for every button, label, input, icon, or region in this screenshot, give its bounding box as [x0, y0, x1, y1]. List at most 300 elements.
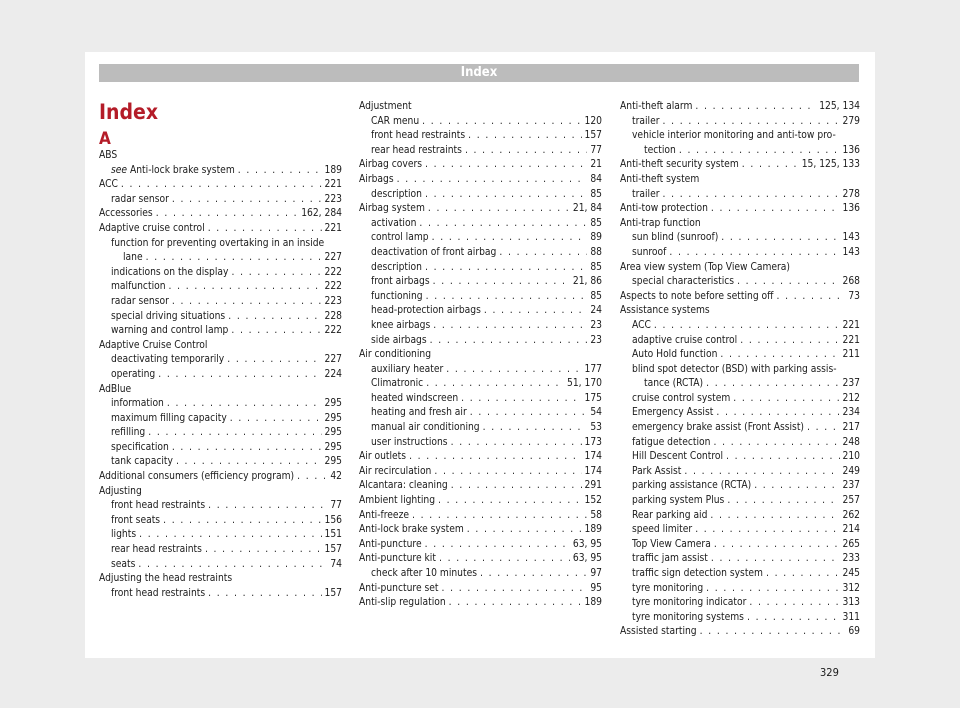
index-subentry [620, 231, 860, 246]
index-entry-term [632, 115, 659, 130]
index-entry-term [632, 494, 724, 509]
index-subentry [99, 587, 342, 602]
index-entry-term [99, 207, 153, 222]
dot-leader [434, 465, 581, 480]
index-entry [359, 582, 602, 597]
index-entry-term [371, 363, 443, 378]
index-subentry [620, 450, 860, 465]
index-entry [99, 149, 342, 164]
dot-leader [662, 188, 839, 203]
term-text: Adjusting the head restraints [99, 573, 233, 585]
index-subentry [99, 455, 342, 470]
term-text: CAR menu [371, 115, 420, 127]
term-text: warning and control lamp [111, 325, 229, 337]
index-entry-term [632, 334, 737, 349]
page-reference: 214 [842, 524, 860, 536]
index-entry-term [111, 368, 155, 383]
dot-leader [465, 144, 587, 159]
term-text: tyre monitoring systems [632, 611, 744, 623]
index-entry-term [620, 100, 692, 115]
index-subentry [99, 353, 342, 368]
dot-leader [138, 558, 327, 573]
index-subentry [620, 596, 860, 611]
index-subentry [620, 334, 860, 349]
index-entry-term [359, 582, 439, 597]
index-entry [359, 509, 602, 524]
page-reference: 157 [584, 130, 602, 142]
index-entry-term [359, 596, 446, 611]
index-entry-term [371, 377, 423, 392]
term-text: knee airbags [371, 319, 431, 331]
term-text: Anti-freeze [359, 509, 410, 521]
page-reference: 224 [324, 368, 342, 380]
page-reference: 143 [842, 246, 860, 258]
index-entry-term [99, 222, 205, 237]
term-text: control lamp [371, 232, 429, 244]
index-entry-term [371, 275, 430, 290]
term-text: Aspects to note before setting off [620, 290, 774, 302]
term-text: parking system Plus [632, 495, 725, 507]
dot-leader [425, 538, 570, 553]
index-entry-term [632, 231, 718, 246]
index-subentry [359, 144, 602, 159]
index-entry-term [632, 421, 804, 436]
dot-leader [297, 470, 327, 485]
page-reference: 152 [584, 495, 602, 507]
term-text: Rear parking aid [632, 509, 708, 521]
term-text: rear head restraints [111, 544, 202, 556]
term-text: special driving situations [111, 310, 226, 322]
dot-leader [706, 582, 839, 597]
page-reference: 278 [842, 188, 860, 200]
term-text: description [371, 261, 422, 273]
index-subentry [620, 319, 860, 334]
page-reference: 120 [584, 115, 602, 127]
page-reference: 291 [584, 480, 602, 492]
index-entry [359, 479, 602, 494]
index-entry-term [111, 280, 166, 295]
term-text: functioning [371, 290, 423, 302]
dot-leader [733, 392, 839, 407]
dot-leader [426, 290, 588, 305]
index-subentry [620, 509, 860, 524]
index-entry [359, 538, 602, 553]
index-entry-term [620, 625, 697, 640]
index-subentry [99, 441, 342, 456]
term-text: Anti-tow protection [620, 203, 708, 215]
index-entry-term [632, 552, 708, 567]
dot-leader [139, 528, 321, 543]
index-subentry [99, 397, 342, 412]
index-subentry [99, 514, 342, 529]
page-reference: 85 [590, 261, 602, 273]
index-entry-term [111, 528, 136, 543]
index-subentry [620, 582, 860, 597]
page-reference: 53 [590, 422, 602, 434]
index-entry-term [359, 523, 464, 538]
index-subentry [359, 129, 602, 144]
dot-leader [749, 596, 839, 611]
index-entry-term [111, 426, 145, 441]
term-text: Climatronic [371, 378, 424, 390]
term-text: Air conditioning [359, 349, 432, 361]
page-reference: 174 [584, 451, 602, 463]
index-entry-term [111, 164, 235, 179]
index-entry [620, 173, 860, 188]
term-text: heating and fresh air [371, 407, 467, 419]
dot-leader [669, 246, 839, 261]
dot-leader [470, 406, 588, 421]
term-text: radar sensor [111, 193, 169, 205]
index-entry-term [632, 129, 836, 144]
index-entry [99, 339, 342, 354]
index-entry-term [371, 188, 422, 203]
index-subentry [620, 421, 860, 436]
page-reference: 173 [584, 436, 602, 448]
dot-leader [412, 509, 587, 524]
page-reference: 97 [590, 568, 602, 579]
index-entry [99, 207, 342, 222]
dot-leader [706, 377, 839, 392]
term-text: front head restraints [111, 587, 206, 599]
term-text: Adjustment [359, 101, 412, 112]
index-entry-term [632, 275, 734, 290]
index-entry-term [620, 158, 739, 173]
term-text: Adaptive cruise control [99, 222, 205, 234]
dot-leader [695, 100, 816, 115]
index-subentry [620, 348, 860, 363]
index-entry-term [371, 319, 430, 334]
term-text: Park Assist [632, 465, 682, 477]
index-subentry [620, 392, 860, 407]
page-reference: 249 [842, 465, 860, 477]
index-entry-term [632, 188, 659, 203]
index-entry-term [632, 319, 651, 334]
dot-leader [208, 499, 327, 514]
page-reference: 312 [842, 582, 860, 594]
page-reference: 23 [590, 334, 602, 346]
index-entry-term [371, 567, 477, 582]
term-text: lane [123, 252, 143, 264]
page-reference: 85 [590, 217, 602, 229]
term-text: front seats [111, 514, 161, 526]
term-text: maximum filling capacity [111, 412, 227, 424]
page-reference: 257 [842, 495, 860, 507]
term-text: fatigue detection [632, 436, 711, 448]
index-entry [620, 261, 860, 276]
page-reference: 233 [842, 553, 860, 565]
index-subentry [99, 266, 342, 281]
page-reference: 136 [842, 203, 860, 215]
dot-leader [430, 334, 588, 349]
term-text: Area view system (Top View Camera) [620, 261, 790, 273]
dot-leader [167, 397, 322, 412]
term-text: Anti-puncture kit [359, 553, 436, 565]
dot-leader [169, 280, 322, 295]
dot-leader [439, 552, 570, 567]
index-entry-term [644, 144, 676, 159]
term-text: cruise control system [632, 392, 731, 404]
page-reference: 73 [848, 290, 860, 302]
index-entry [359, 494, 602, 509]
index-entry-term [632, 348, 717, 363]
index-column-3 [620, 100, 860, 640]
dot-leader [397, 173, 588, 188]
index-entry [620, 290, 860, 305]
term-text: vehicle interior monitoring and anti-tow pro- [632, 130, 836, 142]
index-subentry [620, 246, 860, 261]
index-subentry [99, 237, 342, 252]
term-text: Additional consumers (efficiency program) [99, 471, 295, 483]
index-entry-term [644, 377, 703, 392]
page-number: 329 [820, 666, 839, 679]
index-entry-term [123, 251, 143, 266]
index-entry-term [632, 538, 711, 553]
term-text: user instructions [371, 436, 448, 448]
index-entry [620, 202, 860, 217]
index-entry [359, 173, 602, 188]
term-text: Anti-slip regulation [359, 597, 446, 609]
page-reference: 189 [584, 597, 602, 609]
term-text: front head restraints [371, 130, 466, 142]
page-reference: 295 [324, 412, 342, 424]
term-text: trailer [632, 115, 660, 127]
dot-leader [747, 611, 840, 626]
term-text: head-protection airbags [371, 305, 481, 317]
page-reference: 237 [842, 480, 860, 492]
index-entry-term [111, 558, 135, 573]
term-text: Auto Hold function [632, 349, 718, 361]
index-entry-term [371, 436, 448, 451]
page-reference: 189 [584, 524, 602, 536]
index-entry-term [371, 290, 423, 305]
dot-leader [428, 202, 570, 217]
index-subentry [620, 494, 860, 509]
page-reference: 157 [324, 544, 342, 556]
index-entry-term [99, 572, 232, 587]
dot-leader [425, 261, 587, 276]
page-reference: 210 [842, 451, 860, 463]
dot-leader [442, 582, 588, 597]
page-reference: 21, 84 [572, 203, 602, 215]
term-text: speed limiter [632, 524, 693, 536]
term-text: traffic sign detection system [632, 568, 763, 579]
index-subentry [620, 538, 860, 553]
dot-leader [711, 202, 840, 217]
page-reference: 136 [842, 144, 860, 156]
index-entry-term [371, 144, 462, 159]
index-subentry [99, 499, 342, 514]
page-reference: 77 [590, 144, 602, 156]
page-reference: 228 [324, 310, 342, 322]
index-entry-term [111, 514, 160, 529]
page-reference: 217 [842, 422, 860, 434]
term-text: trailer [632, 188, 660, 200]
index-subentry [620, 275, 860, 290]
index-subentry [99, 528, 342, 543]
term-text: ACC [99, 179, 118, 191]
see-reference: see [111, 164, 128, 176]
dot-leader [695, 523, 839, 538]
page-reference: 177 [584, 363, 602, 375]
index-entry-term [111, 397, 164, 412]
index-entry-term [632, 406, 713, 421]
index-subentry [359, 275, 602, 290]
index-entry-term [111, 412, 227, 427]
term-text: tyre monitoring indicator [632, 597, 747, 609]
index-subentry [620, 406, 860, 421]
page-reference: 295 [324, 441, 342, 453]
index-subentry [620, 129, 860, 144]
dot-leader [740, 334, 839, 349]
index-subentry [359, 377, 602, 392]
index-entry [99, 485, 342, 500]
index-entry-term [111, 587, 205, 602]
page-reference: 42 [330, 471, 342, 483]
term-text: side airbags [371, 334, 427, 346]
index-entry-term [359, 173, 394, 188]
page-reference: 85 [590, 290, 602, 302]
dot-leader [483, 421, 588, 436]
dot-leader [422, 115, 581, 130]
index-entry-term [359, 509, 409, 524]
dot-leader [484, 304, 587, 319]
dot-leader [461, 392, 581, 407]
term-text: Emergency Assist [632, 407, 714, 419]
term-text: blind spot detector (BSD) with parking assis- [632, 363, 837, 375]
index-entry-term [371, 217, 416, 232]
term-text: Ambient lighting [359, 495, 436, 507]
page-reference: 69 [848, 626, 860, 638]
page-reference: 245 [842, 568, 860, 579]
term-text: Adaptive Cruise Control [99, 339, 208, 351]
term-text: ACC [632, 319, 651, 331]
dot-leader [172, 295, 322, 310]
index-entry [359, 596, 602, 611]
page-reference: 265 [842, 538, 860, 550]
page-reference: 295 [324, 398, 342, 410]
index-entry-term [632, 363, 837, 378]
page-reference: 227 [324, 252, 342, 264]
page-reference: 234 [842, 407, 860, 419]
dot-leader [433, 319, 587, 334]
page-reference: 227 [324, 354, 342, 366]
index-subentry [99, 368, 342, 383]
dot-leader [654, 319, 840, 334]
index-entry-term [620, 173, 699, 188]
term-text: Air outlets [359, 451, 407, 463]
index-entry-term [371, 129, 465, 144]
term-text: rear head restraints [371, 144, 462, 156]
index-entry-term [632, 582, 703, 597]
index-subentry [359, 290, 602, 305]
dot-leader [727, 494, 839, 509]
page-reference: 63, 95 [572, 553, 602, 565]
index-subentry [99, 280, 342, 295]
index-entry-term [620, 290, 773, 305]
dot-leader [684, 465, 839, 480]
index-subentry [359, 392, 602, 407]
dot-leader [433, 275, 570, 290]
index-subentry [99, 543, 342, 558]
page-reference: 262 [842, 509, 860, 521]
page-reference: 85 [590, 188, 602, 200]
index-entry-term [371, 115, 419, 130]
index-entry [620, 304, 860, 319]
index-entry-term [632, 465, 681, 480]
index-entry-term [371, 334, 427, 349]
index-subentry [359, 231, 602, 246]
term-text: Hill Descent Control [632, 451, 724, 463]
index-entry-term [371, 261, 422, 276]
page-reference: 223 [324, 193, 342, 205]
index-subentry [620, 552, 860, 567]
index-entry-term [111, 499, 205, 514]
page-reference: 268 [842, 276, 860, 288]
page-reference: 54 [590, 407, 602, 419]
term-text: malfunction [111, 281, 166, 293]
index-entry [359, 202, 602, 217]
page-reference: 221 [842, 334, 860, 346]
index-subentry [359, 304, 602, 319]
index-subentry [620, 465, 860, 480]
index-entry-term [632, 523, 692, 538]
index-column-1 [99, 130, 342, 601]
dot-leader [231, 324, 321, 339]
page-reference: 189 [324, 164, 342, 176]
dot-leader [754, 479, 839, 494]
term-text: lights [111, 529, 137, 541]
dot-leader [766, 567, 840, 582]
index-subentry [99, 310, 342, 325]
dot-leader [438, 494, 581, 509]
term-text: Alcantara: cleaning [359, 480, 448, 492]
index-subentry [99, 193, 342, 208]
term-text: Anti-lock brake system [359, 524, 464, 536]
index-entry-term [111, 310, 225, 325]
dot-leader [499, 246, 587, 261]
dot-leader [807, 421, 839, 436]
term-text: Accessories [99, 208, 153, 220]
page-reference: 295 [324, 456, 342, 468]
dot-leader [432, 231, 588, 246]
page-reference: 174 [584, 465, 602, 477]
index-entry-term [359, 158, 422, 173]
index-subentry [99, 251, 342, 266]
header-title: Index [460, 65, 498, 80]
index-entry-term [359, 465, 431, 480]
dot-leader [714, 538, 840, 553]
dot-leader [163, 514, 321, 529]
index-entry [359, 465, 602, 480]
index-subentry [359, 363, 602, 378]
dot-leader [146, 251, 322, 266]
index-entry-term [371, 392, 458, 407]
dot-leader [148, 426, 321, 441]
index-entry [359, 158, 602, 173]
page-reference: 51, 170 [567, 378, 602, 390]
index-entry [359, 523, 602, 538]
index-subentry [620, 115, 860, 130]
index-entry [359, 100, 602, 115]
index-entry [359, 348, 602, 363]
index-entry-term [632, 479, 751, 494]
page-reference: 248 [842, 436, 860, 448]
index-subentry [99, 412, 342, 427]
index-entry [359, 450, 602, 465]
index-entry-term [632, 596, 746, 611]
dot-leader [451, 479, 582, 494]
